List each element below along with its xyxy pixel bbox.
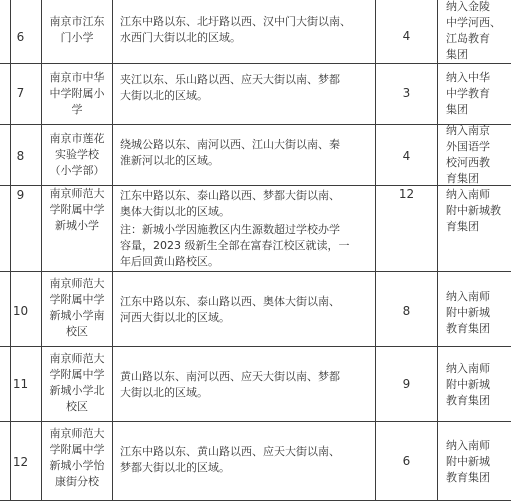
school-name-cell bbox=[42, 64, 113, 124]
school-name-cell bbox=[42, 347, 113, 421]
school-name-cell bbox=[42, 125, 113, 185]
school-name-cell bbox=[42, 272, 113, 346]
count-cell bbox=[376, 422, 438, 500]
table-row bbox=[0, 422, 511, 501]
row-number-cell bbox=[0, 272, 42, 346]
education-group: 纳入金陵 中学河西、 江岛教育 集团 bbox=[446, 0, 501, 61]
education-group: 纳入南师 附中新城 教育集团 bbox=[446, 362, 490, 407]
school-name: 南京师范大 学附属中学 新城小学 bbox=[49, 187, 105, 232]
group-cell bbox=[438, 125, 511, 185]
school-name: 南京市江东 门小学 bbox=[49, 15, 105, 44]
education-group: 纳入南师 附中新城教 育集团 bbox=[446, 188, 501, 233]
table-row bbox=[0, 125, 511, 186]
count-cell bbox=[376, 125, 438, 185]
count-cell bbox=[376, 186, 438, 271]
school-name: 南京市中华 中学附属小 学 bbox=[49, 71, 105, 116]
table-row bbox=[0, 272, 511, 347]
district-note: 注：新城小学因施教区内生源数超过学校办学 容量，2023 级新生全部在富春江校区就读，一 年后回黄山路校区。 bbox=[120, 223, 350, 268]
class-count: 3 bbox=[402, 86, 411, 100]
count-cell bbox=[376, 347, 438, 421]
group-cell bbox=[438, 186, 511, 271]
school-name-cell bbox=[42, 422, 113, 500]
row-number-cell bbox=[0, 0, 42, 63]
table-row bbox=[0, 347, 511, 422]
education-group: 纳入南师 附中新城 教育集团 bbox=[446, 439, 490, 484]
group-cell bbox=[438, 0, 511, 63]
row-number: 9 bbox=[16, 188, 25, 202]
group-cell bbox=[438, 347, 511, 421]
school-name: 南京师范大 学附属中学 新城小学北 校区 bbox=[49, 352, 105, 413]
education-group: 纳入南京 外国语学 校河西教 育集团 bbox=[446, 124, 490, 185]
table-row bbox=[0, 186, 511, 272]
district-area-cell bbox=[113, 0, 376, 63]
district-area: 夹江以东、乐山路以西、应天大街以南、梦都 大街以北的区域。 bbox=[120, 73, 340, 102]
school-name: 南京市莲花 实验学校 （小学部） bbox=[49, 132, 105, 177]
count-cell bbox=[376, 0, 438, 63]
district-area-cell bbox=[113, 64, 376, 124]
row-number: 12 bbox=[12, 455, 29, 469]
district-area: 江东中路以东、北圩路以西、汉中门大街以南、 水西门大街以北的区域。 bbox=[120, 15, 351, 44]
district-area: 绕城公路以东、南河以西、江山大街以南、秦 淮新河以北的区域。 bbox=[120, 138, 340, 167]
row-number-cell bbox=[0, 125, 42, 185]
district-area-cell bbox=[113, 186, 376, 271]
row-number-cell bbox=[0, 422, 42, 500]
table-row bbox=[0, 64, 511, 125]
school-name-cell bbox=[42, 186, 113, 271]
district-area: 江东中路以东、黄山路以西、应天大街以南、 梦都大街以北的区域。 bbox=[120, 445, 340, 474]
district-area: 江东中路以东、泰山路以西、梦都大街以南、 奥体大街以北的区域。 bbox=[120, 189, 340, 218]
district-area-cell bbox=[113, 347, 376, 421]
education-group: 纳入中华 中学教育 集团 bbox=[446, 71, 490, 116]
class-count: 9 bbox=[402, 377, 411, 391]
count-cell bbox=[376, 64, 438, 124]
class-count: 12 bbox=[398, 187, 415, 201]
group-cell bbox=[438, 422, 511, 500]
row-number-cell bbox=[0, 347, 42, 421]
row-number-cell bbox=[0, 186, 42, 271]
school-name: 南京师范大 学附属中学 新城小学南 校区 bbox=[49, 277, 105, 338]
class-count: 4 bbox=[402, 149, 411, 163]
school-name: 南京师范大 学附属中学 新城小学怡 康街分校 bbox=[49, 427, 105, 488]
education-group: 纳入南师 附中新城 教育集团 bbox=[446, 290, 490, 335]
row-number: 7 bbox=[16, 86, 25, 100]
group-cell bbox=[438, 64, 511, 124]
row-number-cell bbox=[0, 64, 42, 124]
group-cell bbox=[438, 272, 511, 346]
district-area-cell bbox=[113, 272, 376, 346]
district-area: 江东中路以东、泰山路以西、奥体大街以南、 河西大街以北的区域。 bbox=[120, 295, 340, 324]
row-number: 6 bbox=[16, 30, 25, 44]
district-area-cell bbox=[113, 125, 376, 185]
table-row bbox=[0, 0, 511, 64]
row-number: 11 bbox=[12, 377, 29, 391]
district-area: 黄山路以东、南河以西、应天大街以南、梦都 大街以北的区域。 bbox=[120, 370, 340, 399]
class-count: 4 bbox=[402, 29, 411, 43]
school-name-cell bbox=[42, 0, 113, 63]
class-count: 8 bbox=[402, 304, 411, 318]
district-area-cell bbox=[113, 422, 376, 500]
count-cell bbox=[376, 272, 438, 346]
row-number: 10 bbox=[12, 304, 29, 318]
class-count: 6 bbox=[402, 454, 411, 468]
row-number: 8 bbox=[16, 149, 25, 163]
